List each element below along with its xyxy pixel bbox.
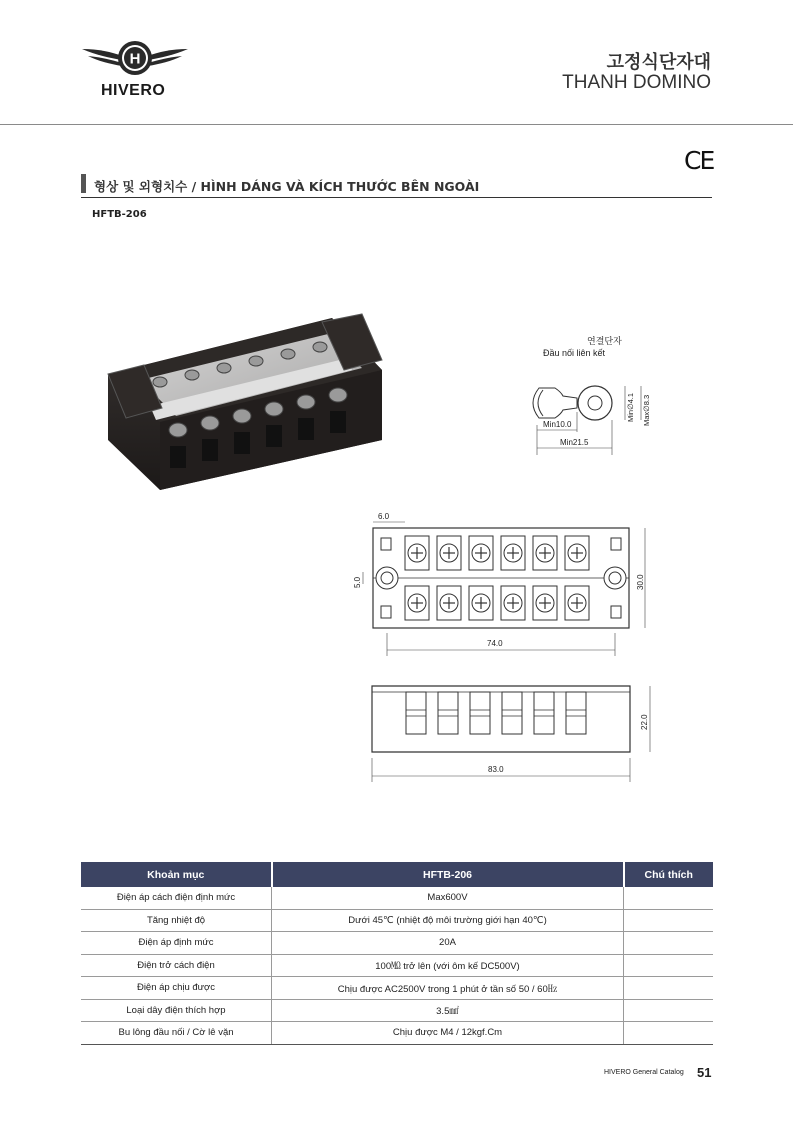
model-label: HFTB-206 (92, 209, 147, 220)
row-value: Chịu được AC2500V trong 1 phút ở tần số 50 / 60㎐ (272, 977, 624, 1000)
page-title-vietnamese: THANH DOMINO (562, 72, 711, 93)
section-title: 형상 및 외형치수 / HÌNH DÁNG VÀ KÍCH THƯỚC BÊN NGOÀI (94, 179, 480, 194)
top-dim-height: 30.0 (636, 574, 645, 590)
footer-catalog-name: HIVERO General Catalog (604, 1069, 684, 1076)
product-photo (100, 310, 390, 500)
side-view-drawing (360, 678, 665, 788)
row-value: Chịu được M4 / 12kgf.Cm (272, 1022, 624, 1045)
row-note (624, 954, 714, 977)
emblem-letter: H (129, 50, 141, 68)
section-marker (81, 174, 86, 193)
row-note (624, 1022, 714, 1045)
lug-label-vietnamese: Đầu nối liên kết (543, 348, 606, 358)
row-note (624, 977, 714, 1000)
table-row (81, 999, 713, 1022)
lug-dim-total-length: Min21.5 (560, 438, 589, 447)
table-row (81, 887, 713, 909)
top-dim-hole: 5.0 (353, 576, 362, 588)
row-item: Loại dây điện thích hợp (81, 999, 272, 1022)
spec-table (81, 862, 713, 1045)
row-item: Bu lông đầu nối / Cờ lê vặn (81, 1022, 272, 1045)
lug-dim-min-diameter: Min∅4.1 (626, 392, 635, 422)
side-dim-height: 22.0 (640, 714, 649, 730)
lug-dim-min-length: Min10.0 (543, 420, 572, 429)
page-number: 51 (697, 1065, 712, 1080)
header-divider (0, 124, 793, 125)
row-value: 20A (272, 932, 624, 955)
table-row (81, 909, 713, 932)
table-row (81, 977, 713, 1000)
row-value: Dưới 45℃ (nhiệt độ môi trường giới hạn 40℃) (272, 909, 624, 932)
table-row (81, 954, 713, 977)
row-value: Max600V (272, 887, 624, 909)
hivero-logo-emblem (80, 36, 190, 84)
row-note (624, 999, 714, 1022)
row-note (624, 887, 714, 909)
row-item: Điện áp định mức (81, 932, 272, 955)
row-note (624, 909, 714, 932)
top-dim-width: 74.0 (487, 639, 503, 648)
spec-table-header (81, 862, 713, 887)
table-row (81, 1022, 713, 1045)
top-view-drawing (345, 508, 665, 663)
page-title-korean: 고정식단자대 (606, 52, 711, 73)
brand-name: HIVERO (101, 82, 166, 99)
lug-dim-max-diameter: Max∅8.3 (642, 394, 651, 426)
section-divider (81, 197, 712, 198)
row-value: 3.5㎟ (272, 999, 624, 1022)
table-row (81, 932, 713, 955)
header-note: Chú thích (624, 862, 714, 887)
top-dim-pitch: 6.0 (378, 512, 390, 521)
header-item: Khoản mục (81, 862, 272, 887)
lug-label-korean: 연결단자 (587, 336, 622, 346)
row-item: Điện áp chịu được (81, 977, 272, 1000)
side-dim-width: 83.0 (488, 765, 504, 774)
header-model: HFTB-206 (272, 862, 624, 887)
row-item: Điện trở cách điện (81, 954, 272, 977)
row-item: Tăng nhiệt độ (81, 909, 272, 932)
ce-mark-icon: CE (684, 146, 714, 175)
row-value: 100㏁ trở lên (với ôm kế DC500V) (272, 954, 624, 977)
row-item: Điện áp cách điện định mức (81, 887, 272, 909)
row-note (624, 932, 714, 955)
terminal-lug-drawing (515, 330, 665, 455)
